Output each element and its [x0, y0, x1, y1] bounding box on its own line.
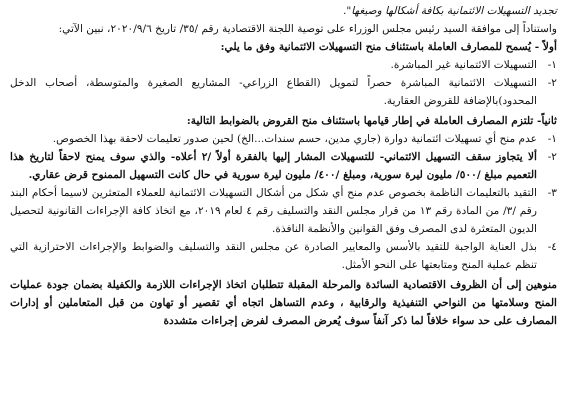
item-text: بذل العناية الواجبة للتقيد بالأسس والمعايير الصادرة عن مجلس النقد والتسليف والضوابط والإجراءات الاحترازية التي تنظم عملية المنح ومتابعتها على النحو الأمثل.	[10, 241, 537, 271]
item-number: ٢-	[547, 151, 557, 163]
item-number: ١-	[547, 133, 557, 145]
first-heading: أولاً - يُسمح للمصارف العاملة باستئناف منح التسهيلات الائتمانية وفق ما يلي:	[220, 41, 557, 53]
list-item	[10, 130, 557, 148]
second-heading: ثانياً- تلتزم المصارف العاملة في إطار قيامها باستئناف منح القروض بالضوابط التالية:	[186, 115, 557, 127]
list-item	[10, 238, 557, 274]
item-text: التسهيلات الائتمانية غير المباشرة.	[390, 59, 537, 71]
item-text: التقيد بالتعليمات الناظمة بخصوص عدم منح أي شكل من أشكال التسهيلات الائتمانية للعملاء المتعثرين لاسيما أحكام البند رقم /٣/ من المادة رقم ١٣ من قرار مجلس النقد والتسليف رقم ٤ لعام ٢٠١٩، مع اتخاذ كافة الإجراءات القانونية لتحصيل الديون المتعثرة لدى المصرف وفق القوانين والأنظمة النافذة.	[10, 187, 537, 235]
list-item	[10, 148, 557, 184]
approval-paragraph: واستناداً إلى موافقة السيد رئيس مجلس الوزراء على توصية اللجنة الاقتصادية رقم /٣٥/ تاريخ ٢٠٢٠/٩/٦، نبين الآتي:	[58, 23, 557, 35]
closing-paragraph: منوهين إلى أن الظروف الاقتصادية السائدة والمرحلة المقبلة تتطلبان اتخاذ الإجراءات اللازمة والكفيلة بضمان جودة عمليات المنح وسلامتها من النواحي التنفيذية والرقابية ، وعدم التساهل اتجاه أي تقصير أو تهاون من قبل المتعاملين أو إدارات المصارف على حد سواء خلافاً لما ذكر آنفاً سوف يُعرض المصرف لفرض إجراءات متشددة	[10, 279, 557, 327]
item-number: ٢-	[547, 77, 557, 89]
item-number: ٤-	[547, 241, 557, 253]
item-text: عدم منح أي تسهيلات ائتمانية دوارة (جاري مدين، حسم سندات...الخ) لحين صدور تعليمات لاحقة بهذا الخصوص.	[52, 133, 537, 145]
item-number: ٣-	[547, 187, 557, 199]
item-text: التسهيلات الائتمانية المباشرة حصراً لتمويل (القطاع الزراعي- المشاريع الصغيرة والمتوسطة، أصحاب الدخل المحدود)بالإضافة للقروض العقارية.	[10, 77, 537, 107]
item-text: ألا يتجاوز سقف التسهيل الائتماني- للتسهيلات المشار إليها بالفقرة أولاً /٢ أعلاه- والذي سوف يمنح لاحقاً لتاريخ هذا التعميم مبلغ /٥٠٠/ مليون ليرة سورية، ومبلغ /٤٠٠/ مليون ليرة سورية في حال كانت التسهيل الممنوح قرض عقاري.	[10, 151, 537, 181]
list-item	[10, 74, 557, 110]
page-bottom-fade	[0, 400, 567, 410]
intro-line: تجديد التسهيلات الائتمانية بكافة أشكالها وصيغها".	[343, 5, 557, 17]
list-item	[10, 56, 557, 74]
item-number: ١-	[547, 59, 557, 71]
list-item	[10, 184, 557, 238]
